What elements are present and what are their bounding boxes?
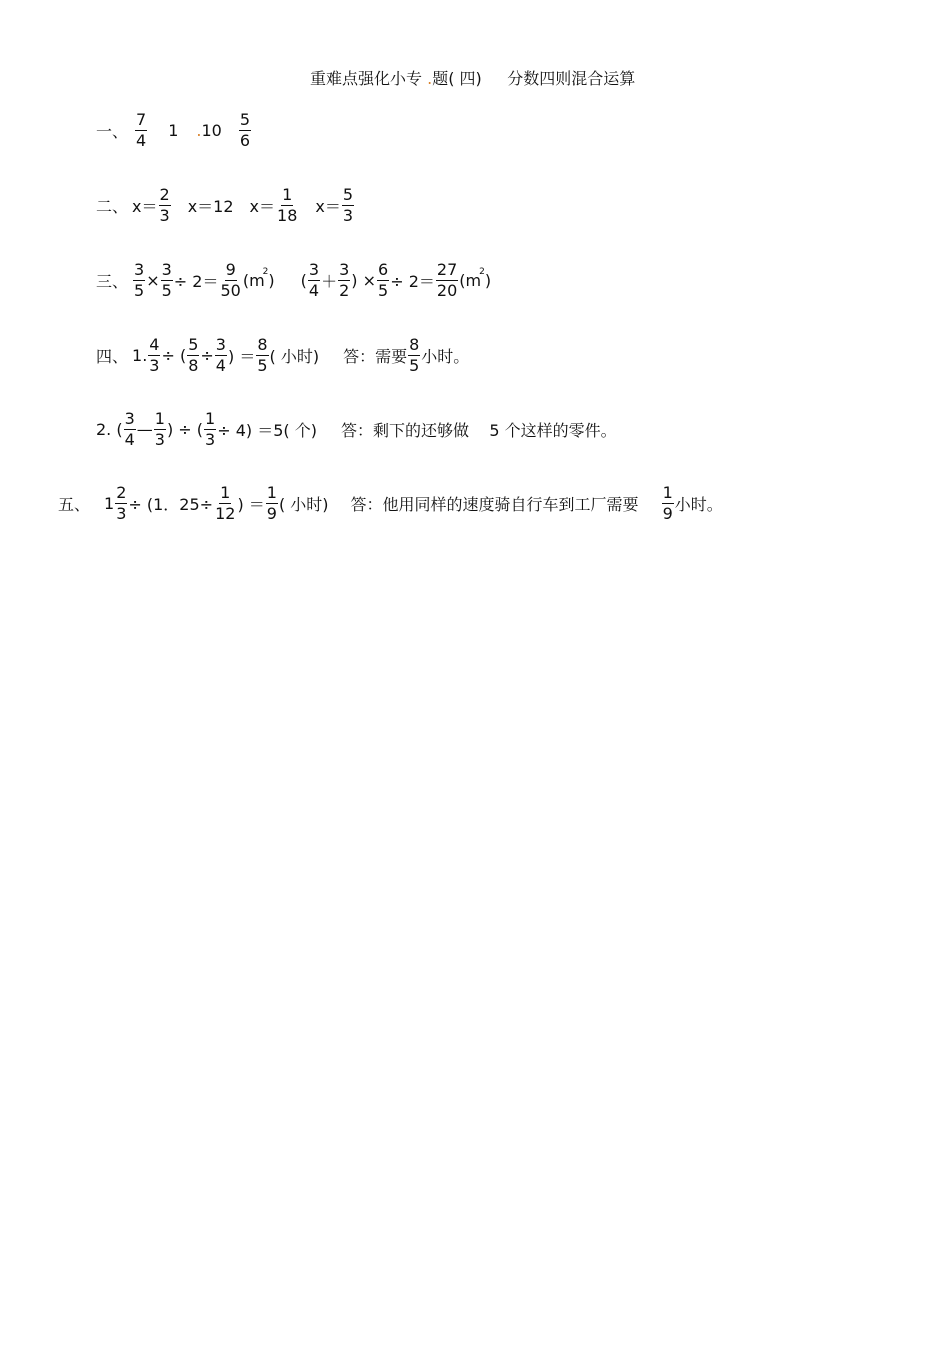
operator: ÷ 2＝ xyxy=(173,272,219,291)
numerator: 8 xyxy=(257,335,268,354)
title-part1: 重难点强化小专 xyxy=(310,69,423,88)
denominator: 9 xyxy=(266,504,277,523)
q2-x1: x＝ xyxy=(132,197,158,216)
denominator: 9 xyxy=(662,504,673,523)
operator: × xyxy=(146,271,160,290)
q1-dot: . xyxy=(196,121,202,140)
denominator: 3 xyxy=(205,430,216,449)
denominator: 6 xyxy=(239,131,251,150)
denominator: 5 xyxy=(134,281,145,300)
numerator: 1 xyxy=(662,483,673,502)
unit-close: ) xyxy=(268,271,275,290)
q1-label: 一、 xyxy=(96,122,129,141)
answer-line-1 xyxy=(96,112,252,149)
numerator: 3 xyxy=(339,260,350,279)
answer-line-2 xyxy=(96,187,355,224)
operator: ÷ xyxy=(200,346,214,365)
numerator: 4 xyxy=(149,335,160,354)
fraction xyxy=(308,262,320,299)
fraction xyxy=(377,262,389,299)
numerator: 2 xyxy=(116,483,127,502)
denominator: 3 xyxy=(159,206,170,225)
fraction xyxy=(135,112,147,149)
answer-text: 答：剩下的还够做 5 个这样的零件。 xyxy=(340,421,617,440)
fraction xyxy=(219,262,241,299)
q4-label: 四、 xyxy=(96,347,129,366)
fraction xyxy=(159,187,171,224)
numerator: 2 xyxy=(159,185,170,204)
q2-label: 二、 xyxy=(96,197,129,216)
denominator: 4 xyxy=(136,131,147,150)
mixed-whole: 1 xyxy=(104,494,115,513)
numerator: 1 xyxy=(266,483,277,502)
q2-x2: x＝12 xyxy=(187,197,234,216)
fraction xyxy=(266,485,278,522)
operator: ÷ (1．25÷ xyxy=(128,495,214,514)
numerator: 1 xyxy=(282,185,293,204)
numerator: 1 xyxy=(205,409,216,428)
denominator: 2 xyxy=(339,281,350,300)
numerator: 3 xyxy=(124,409,135,428)
denominator: 3 xyxy=(149,356,160,375)
fraction xyxy=(187,337,199,374)
operator: ) ＝ xyxy=(227,347,256,366)
q2-x3: x＝ xyxy=(249,197,276,216)
operator: ) ÷ ( xyxy=(166,420,204,439)
denominator: 20 xyxy=(436,281,458,300)
numerator: 3 xyxy=(134,260,145,279)
operator: ÷ 2＝ xyxy=(390,272,435,291)
denominator: 3 xyxy=(342,206,354,225)
answer-text-end: 小时。 xyxy=(421,347,470,366)
q5-label: 五、 xyxy=(58,495,91,514)
numerator: 9 xyxy=(225,260,236,279)
unit-close: ) xyxy=(484,271,492,290)
denominator: 4 xyxy=(308,281,320,300)
denominator: 5 xyxy=(378,281,389,300)
q4b-number: 2. ( xyxy=(96,420,123,439)
unit: (m xyxy=(459,271,482,290)
answer-line-4 xyxy=(96,337,469,374)
fraction xyxy=(214,485,236,522)
q2-x4: x＝ xyxy=(315,197,341,216)
numerator: 8 xyxy=(409,335,420,354)
numerator: 5 xyxy=(239,110,251,129)
title-part3: 分数四则混合运算 xyxy=(507,69,636,88)
fraction xyxy=(342,187,354,224)
denominator: 5 xyxy=(257,356,268,375)
fraction xyxy=(148,337,160,374)
answer-text-end: 小时。 xyxy=(674,495,723,514)
denominator: 18 xyxy=(277,206,298,225)
numerator: 1 xyxy=(220,483,231,502)
operator: ÷ ( xyxy=(161,346,187,365)
fraction xyxy=(215,337,227,374)
denominator: 50 xyxy=(220,281,241,300)
denominator: 4 xyxy=(215,356,226,375)
operator: ) × xyxy=(351,271,377,290)
q3-label: 三、 xyxy=(96,272,129,291)
numerator: 3 xyxy=(308,260,320,279)
numerator: 3 xyxy=(215,335,226,354)
fraction xyxy=(124,411,136,448)
answer-line-3 xyxy=(96,262,491,299)
answer-text: 答：需要 xyxy=(343,347,408,366)
answer-line-4b xyxy=(96,411,617,448)
q1-value-c: 10 xyxy=(201,121,222,140)
unit: ( 小时) xyxy=(269,347,320,366)
denominator: 8 xyxy=(188,356,199,375)
unit: ( 小时) xyxy=(278,495,329,514)
fraction xyxy=(408,337,420,374)
superscript: 2 xyxy=(262,266,269,277)
title-dot: . xyxy=(427,69,433,88)
denominator: 5 xyxy=(161,281,172,300)
superscript: 2 xyxy=(479,266,485,277)
numerator: 1 xyxy=(154,409,165,428)
denominator: 5 xyxy=(409,356,420,375)
fraction xyxy=(133,262,145,299)
numerator: 7 xyxy=(136,110,147,129)
operator: ÷ 4) ＝5( 个) xyxy=(217,421,317,440)
fraction xyxy=(276,187,298,224)
title-part2: 题( 四) xyxy=(432,69,482,88)
numerator: 27 xyxy=(436,260,458,279)
q1-value-b: 1 xyxy=(168,121,179,140)
denominator: 3 xyxy=(154,430,165,449)
answer-text: 答：他用同样的速度骑自行车到工厂需要 xyxy=(350,495,639,514)
denominator: 3 xyxy=(116,504,127,523)
denominator: 12 xyxy=(215,504,236,523)
operator: ) ＝ xyxy=(237,495,265,514)
q4-number: 1. xyxy=(132,346,148,365)
page-title xyxy=(310,66,635,89)
fraction xyxy=(204,411,216,448)
fraction xyxy=(256,337,268,374)
operator: ＋ xyxy=(321,272,338,291)
fraction xyxy=(338,262,350,299)
numerator: 5 xyxy=(188,335,199,354)
numerator: 6 xyxy=(378,260,389,279)
numerator: 5 xyxy=(342,185,354,204)
fraction xyxy=(161,262,173,299)
fraction xyxy=(115,485,127,522)
fraction xyxy=(154,411,166,448)
unit: (m xyxy=(242,271,265,290)
fraction xyxy=(436,262,458,299)
numerator: 3 xyxy=(161,260,172,279)
paren: ( xyxy=(300,271,307,290)
fraction xyxy=(239,112,251,149)
operator: — xyxy=(136,420,153,439)
fraction xyxy=(662,485,674,522)
answer-line-5 xyxy=(58,485,723,522)
denominator: 4 xyxy=(124,430,135,449)
